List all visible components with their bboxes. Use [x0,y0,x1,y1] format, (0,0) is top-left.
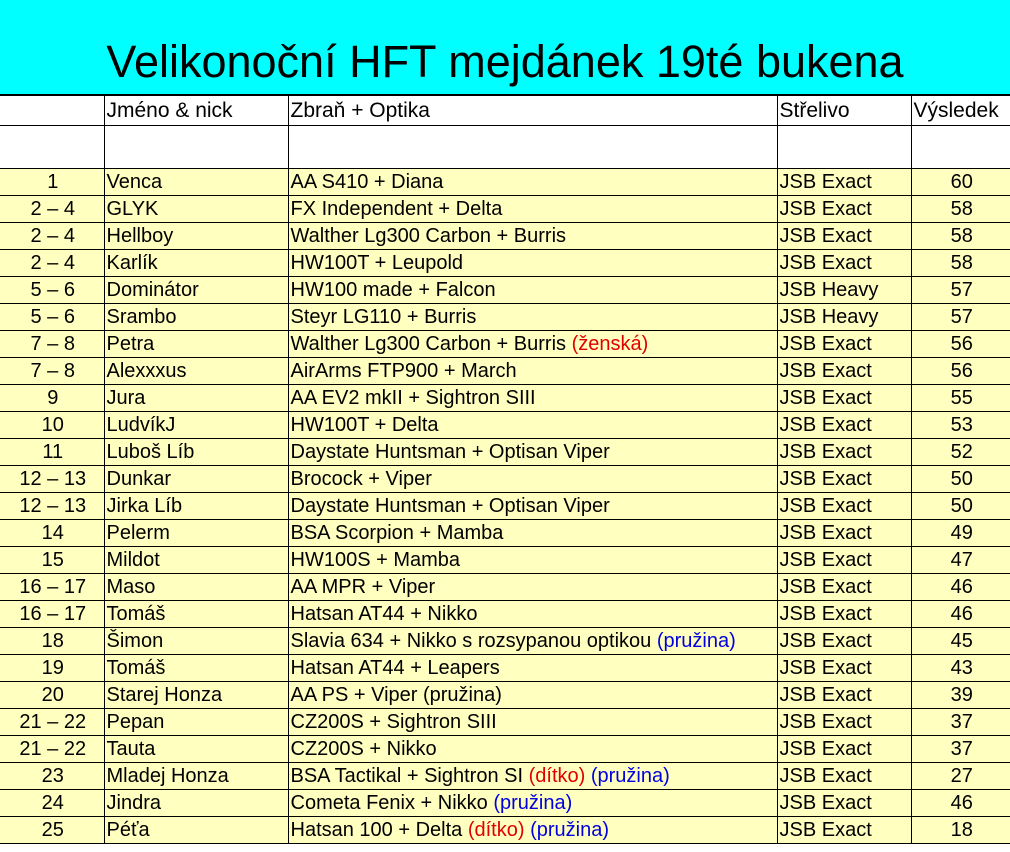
table-row [0,277,1010,304]
rank-cell: 19 [0,655,104,682]
gun-text: Slavia 634 + Nikko s rozsypanou optikou [290,629,652,652]
ammo-cell: JSB Exact [777,547,911,574]
note-blue: (pružina) [530,818,610,841]
result-cell: 46 [911,574,1010,601]
gun-text: HW100T + Delta [290,413,439,436]
gun-cell [288,655,777,682]
result-cell: 58 [911,223,1010,250]
result-cell: 60 [911,169,1010,196]
rank-cell: 16 – 17 [0,601,104,628]
ammo-cell: JSB Exact [777,709,911,736]
blank-cell [777,126,911,169]
ammo-cell: JSB Heavy [777,277,911,304]
name-cell: Dominátor [104,277,288,304]
rank-cell: 2 – 4 [0,223,104,250]
table-row [0,709,1010,736]
gun-cell [288,574,777,601]
gun-cell [288,385,777,412]
rank-cell: 16 – 17 [0,574,104,601]
gun-text: FX Independent + Delta [290,197,503,220]
result-cell: 37 [911,736,1010,763]
header-name: Jméno & nick [104,96,288,126]
result-cell: 18 [911,817,1010,844]
gun-cell [288,412,777,439]
ammo-cell: JSB Exact [777,790,911,817]
result-cell: 58 [911,196,1010,223]
name-cell: Maso [104,574,288,601]
ammo-cell: JSB Exact [777,439,911,466]
gun-cell [288,331,777,358]
result-cell: 55 [911,385,1010,412]
ammo-cell: JSB Exact [777,466,911,493]
table-row [0,547,1010,574]
gun-text: CZ200S + Sightron SIII [290,710,497,733]
result-cell: 53 [911,412,1010,439]
rank-cell: 7 – 8 [0,331,104,358]
gun-cell [288,277,777,304]
table-row [0,817,1010,844]
ammo-cell: JSB Exact [777,574,911,601]
name-cell: Dunkar [104,466,288,493]
name-cell: Petra [104,331,288,358]
note-red: (dítko) [467,818,525,841]
name-cell: Mladej Honza [104,763,288,790]
rank-cell: 21 – 22 [0,709,104,736]
ammo-cell: JSB Exact [777,250,911,277]
gun-text: Hatsan 100 + Delta [290,818,463,841]
gun-cell [288,358,777,385]
table-row [0,358,1010,385]
header-gun: Zbraň + Optika [288,96,777,126]
rank-cell: 5 – 6 [0,277,104,304]
gun-cell [288,223,777,250]
bottom-strip [0,844,1010,852]
note-blue: (pružina) [656,629,736,652]
result-cell: 58 [911,250,1010,277]
gun-text: AA MPR + Viper [290,575,436,598]
gun-text: BSA Scorpion + Mamba [290,521,504,544]
ammo-cell: JSB Exact [777,493,911,520]
gun-text: HW100T + Leupold [290,251,464,274]
result-cell: 46 [911,601,1010,628]
table-row [0,412,1010,439]
rank-cell: 24 [0,790,104,817]
ammo-cell: JSB Exact [777,655,911,682]
rank-cell: 7 – 8 [0,358,104,385]
name-cell: Jura [104,385,288,412]
note-red: (ženská) [571,332,649,355]
name-cell: Tomáš [104,601,288,628]
ammo-cell: JSB Exact [777,169,911,196]
gun-cell [288,817,777,844]
ammo-cell: JSB Heavy [777,304,911,331]
gun-text: AirArms FTP900 + March [290,359,517,382]
table-row [0,250,1010,277]
gun-cell [288,736,777,763]
gun-cell [288,601,777,628]
result-cell: 52 [911,439,1010,466]
table-row [0,223,1010,250]
ammo-cell: JSB Exact [777,601,911,628]
table-row [0,574,1010,601]
name-cell: Karlík [104,250,288,277]
result-cell: 50 [911,493,1010,520]
table-row [0,628,1010,655]
ammo-cell: JSB Exact [777,520,911,547]
gun-text: CZ200S + Nikko [290,737,437,760]
table-row [0,493,1010,520]
note-red: (dítko) [528,764,586,787]
rank-cell: 25 [0,817,104,844]
rank-cell: 10 [0,412,104,439]
name-cell: Jindra [104,790,288,817]
ammo-cell: JSB Exact [777,763,911,790]
table-row [0,466,1010,493]
gun-text: BSA Tactikal + Sightron SI [290,764,524,787]
gun-text: Daystate Huntsman + Optisan Viper [290,440,610,463]
gun-cell [288,466,777,493]
gun-cell [288,547,777,574]
rank-cell: 2 – 4 [0,196,104,223]
gun-text: AA EV2 mkII + Sightron SIII [290,386,536,409]
gun-cell [288,520,777,547]
name-cell: Mildot [104,547,288,574]
result-cell: 37 [911,709,1010,736]
table-row [0,682,1010,709]
name-cell: Starej Honza [104,682,288,709]
rank-cell: 18 [0,628,104,655]
name-cell: Pepan [104,709,288,736]
blank-cell [288,126,777,169]
gun-text: HW100S + Mamba [290,548,461,571]
gun-text: Steyr LG110 + Burris [290,305,477,328]
gun-cell [288,169,777,196]
table-row [0,736,1010,763]
result-cell: 56 [911,331,1010,358]
rank-cell: 5 – 6 [0,304,104,331]
ammo-cell: JSB Exact [777,385,911,412]
rank-cell: 12 – 13 [0,466,104,493]
table-row [0,385,1010,412]
result-cell: 27 [911,763,1010,790]
name-cell: Pelerm [104,520,288,547]
rank-cell: 9 [0,385,104,412]
ammo-cell: JSB Exact [777,412,911,439]
gun-text: Daystate Huntsman + Optisan Viper [290,494,610,517]
name-cell: Hellboy [104,223,288,250]
ammo-cell: JSB Exact [777,628,911,655]
result-cell: 45 [911,628,1010,655]
blank-cell [104,126,288,169]
name-cell: Luboš Líb [104,439,288,466]
rank-cell: 14 [0,520,104,547]
name-cell: Srambo [104,304,288,331]
header-rank [0,96,104,126]
rank-cell: 20 [0,682,104,709]
name-cell: GLYK [104,196,288,223]
rank-cell: 1 [0,169,104,196]
gun-text: Walther Lg300 Carbon + Burris [290,332,567,355]
gun-cell [288,763,777,790]
table-row [0,790,1010,817]
table-row [0,763,1010,790]
rank-cell: 12 – 13 [0,493,104,520]
gun-cell [288,790,777,817]
ammo-cell: JSB Exact [777,331,911,358]
gun-text: Walther Lg300 Carbon + Burris [290,224,567,247]
gun-text: Hatsan AT44 + Leapers [290,656,500,679]
name-cell: Alexxxus [104,358,288,385]
gun-cell [288,493,777,520]
result-cell: 56 [911,358,1010,385]
result-cell: 43 [911,655,1010,682]
gun-cell [288,250,777,277]
rank-cell: 11 [0,439,104,466]
gun-cell [288,628,777,655]
table-row [0,439,1010,466]
table-row [0,196,1010,223]
gun-cell [288,196,777,223]
note-blue: (pružina) [493,791,573,814]
name-cell: Jirka Líb [104,493,288,520]
gun-text: Hatsan AT44 + Nikko [290,602,478,625]
title-banner [0,0,1010,95]
name-cell: Péťa [104,817,288,844]
table-row [0,331,1010,358]
table-row [0,601,1010,628]
gun-text: HW100 made + Falcon [290,278,496,301]
results-table [0,95,1010,844]
ammo-cell: JSB Exact [777,682,911,709]
ammo-cell: JSB Exact [777,817,911,844]
result-cell: 49 [911,520,1010,547]
table-row [0,520,1010,547]
rank-cell: 15 [0,547,104,574]
gun-cell [288,439,777,466]
header-row [0,96,1010,126]
page-title: Velikonoční HFT mejdánek 19té bukena [106,36,904,87]
note-blue: (pružina) [590,764,670,787]
name-cell: Venca [104,169,288,196]
blank-cell [911,126,1010,169]
gun-cell [288,682,777,709]
rank-cell: 21 – 22 [0,736,104,763]
table-row [0,655,1010,682]
header-result: Výsledek [911,96,1010,126]
rank-cell: 23 [0,763,104,790]
result-cell: 47 [911,547,1010,574]
table-row [0,304,1010,331]
name-cell: Tomáš [104,655,288,682]
gun-text: Brocock + Viper [290,467,432,490]
results-table-body [0,96,1010,844]
ammo-cell: JSB Exact [777,736,911,763]
name-cell: Tauta [104,736,288,763]
gun-text: Cometa Fenix + Nikko [290,791,488,814]
result-cell: 50 [911,466,1010,493]
result-cell: 57 [911,304,1010,331]
ammo-cell: JSB Exact [777,196,911,223]
blank-row [0,126,1010,169]
result-cell: 39 [911,682,1010,709]
gun-cell [288,709,777,736]
gun-text: AA PS + Viper (pružina) [290,683,502,706]
ammo-cell: JSB Exact [777,223,911,250]
blank-cell [0,126,104,169]
result-cell: 46 [911,790,1010,817]
ammo-cell: JSB Exact [777,358,911,385]
rank-cell: 2 – 4 [0,250,104,277]
gun-cell [288,304,777,331]
gun-text: AA S410 + Diana [290,170,444,193]
name-cell: Šimon [104,628,288,655]
table-row [0,169,1010,196]
result-cell: 57 [911,277,1010,304]
name-cell: LudvíkJ [104,412,288,439]
header-ammo: Střelivo [777,96,911,126]
